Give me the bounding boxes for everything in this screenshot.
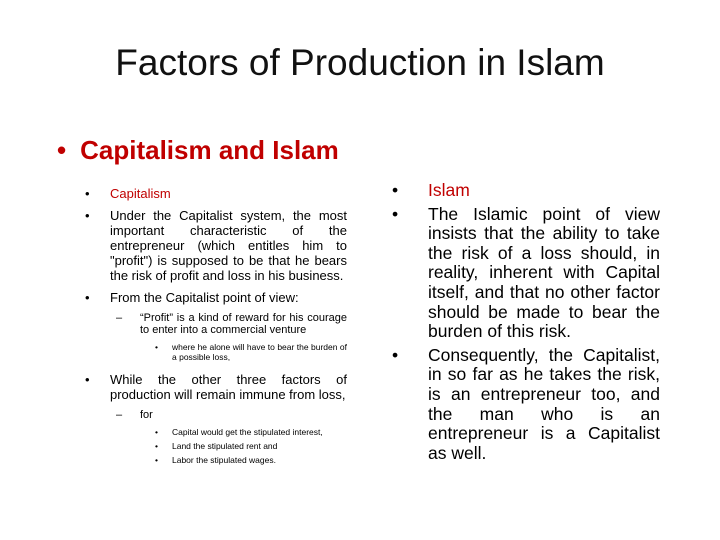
bullet-icon: • [155, 455, 158, 465]
bullet-icon: • [392, 344, 399, 365]
main-bullet [57, 135, 339, 166]
capitalism-item-3 [85, 372, 347, 402]
islam-item-1 [392, 205, 660, 342]
capitalism-heading: Capitalism [110, 186, 171, 201]
profit-detail-item [155, 342, 347, 362]
bullet-icon: • [155, 427, 158, 437]
for-item [155, 441, 347, 451]
capitalism-column [85, 186, 347, 469]
main-bullet-label: Capitalism and Islam [80, 135, 339, 165]
islam-item-2 [392, 346, 660, 464]
islam-heading-item [392, 181, 660, 201]
profit-subitem [116, 312, 347, 336]
islam-item-1-text: The Islamic point of view insists that the ability to take the risk of a loss should, in reality, inherent with Capital itself, and that no other factor should be made to bear the burden of this risk. [428, 203, 660, 342]
islam-heading: Islam [428, 180, 470, 200]
slide-title: Factors of Production in Islam [115, 42, 605, 83]
capitalism-item-1 [85, 208, 347, 283]
for-subitem-text: for [140, 409, 153, 421]
dash-icon: – [116, 409, 123, 421]
bullet-icon: • [392, 180, 399, 200]
for-item [155, 427, 347, 437]
bullet-icon: • [85, 372, 90, 387]
for-item-text: Labor the stipulated wages. [172, 455, 276, 465]
capitalism-item-2-text: From the Capitalist point of view: [110, 290, 299, 305]
bullet-icon: • [85, 208, 90, 223]
bullet-icon: • [85, 290, 90, 305]
bullet-icon: • [155, 441, 158, 451]
capitalism-item-1-text: Under the Capitalist system, the most important characteristic of the entrepreneur (which entitles him to "profit") is supposed to be that he bears the risk of profit and loss in his business. [110, 208, 347, 283]
bullet-icon: • [57, 135, 67, 165]
for-subitem [116, 409, 347, 421]
islam-column [392, 181, 660, 467]
capitalism-item-3-text: While the other three factors of production will remain immune from loss, [110, 372, 347, 402]
bullet-icon: • [392, 203, 399, 224]
capitalism-item-2 [85, 290, 347, 305]
for-item-text: Capital would get the stipulated interest, [172, 427, 323, 437]
dash-icon: – [116, 312, 123, 324]
islam-item-2-text: Consequently, the Capitalist, in so far as he takes the risk, is an entrepreneur too, and the man who is an entrepreneur is a Capitalist as well. [428, 344, 660, 463]
bullet-icon: • [155, 342, 158, 352]
profit-detail-text: where he alone will have to bear the burden of a possible loss, [172, 342, 347, 362]
capitalism-heading-item [85, 186, 347, 201]
profit-subitem-text: “Profit” is a kind of reward for his courage to enter into a commercial venture [140, 312, 347, 336]
for-item-text: Land the stipulated rent and [172, 441, 278, 451]
for-item [155, 455, 347, 465]
bullet-icon: • [85, 186, 90, 201]
